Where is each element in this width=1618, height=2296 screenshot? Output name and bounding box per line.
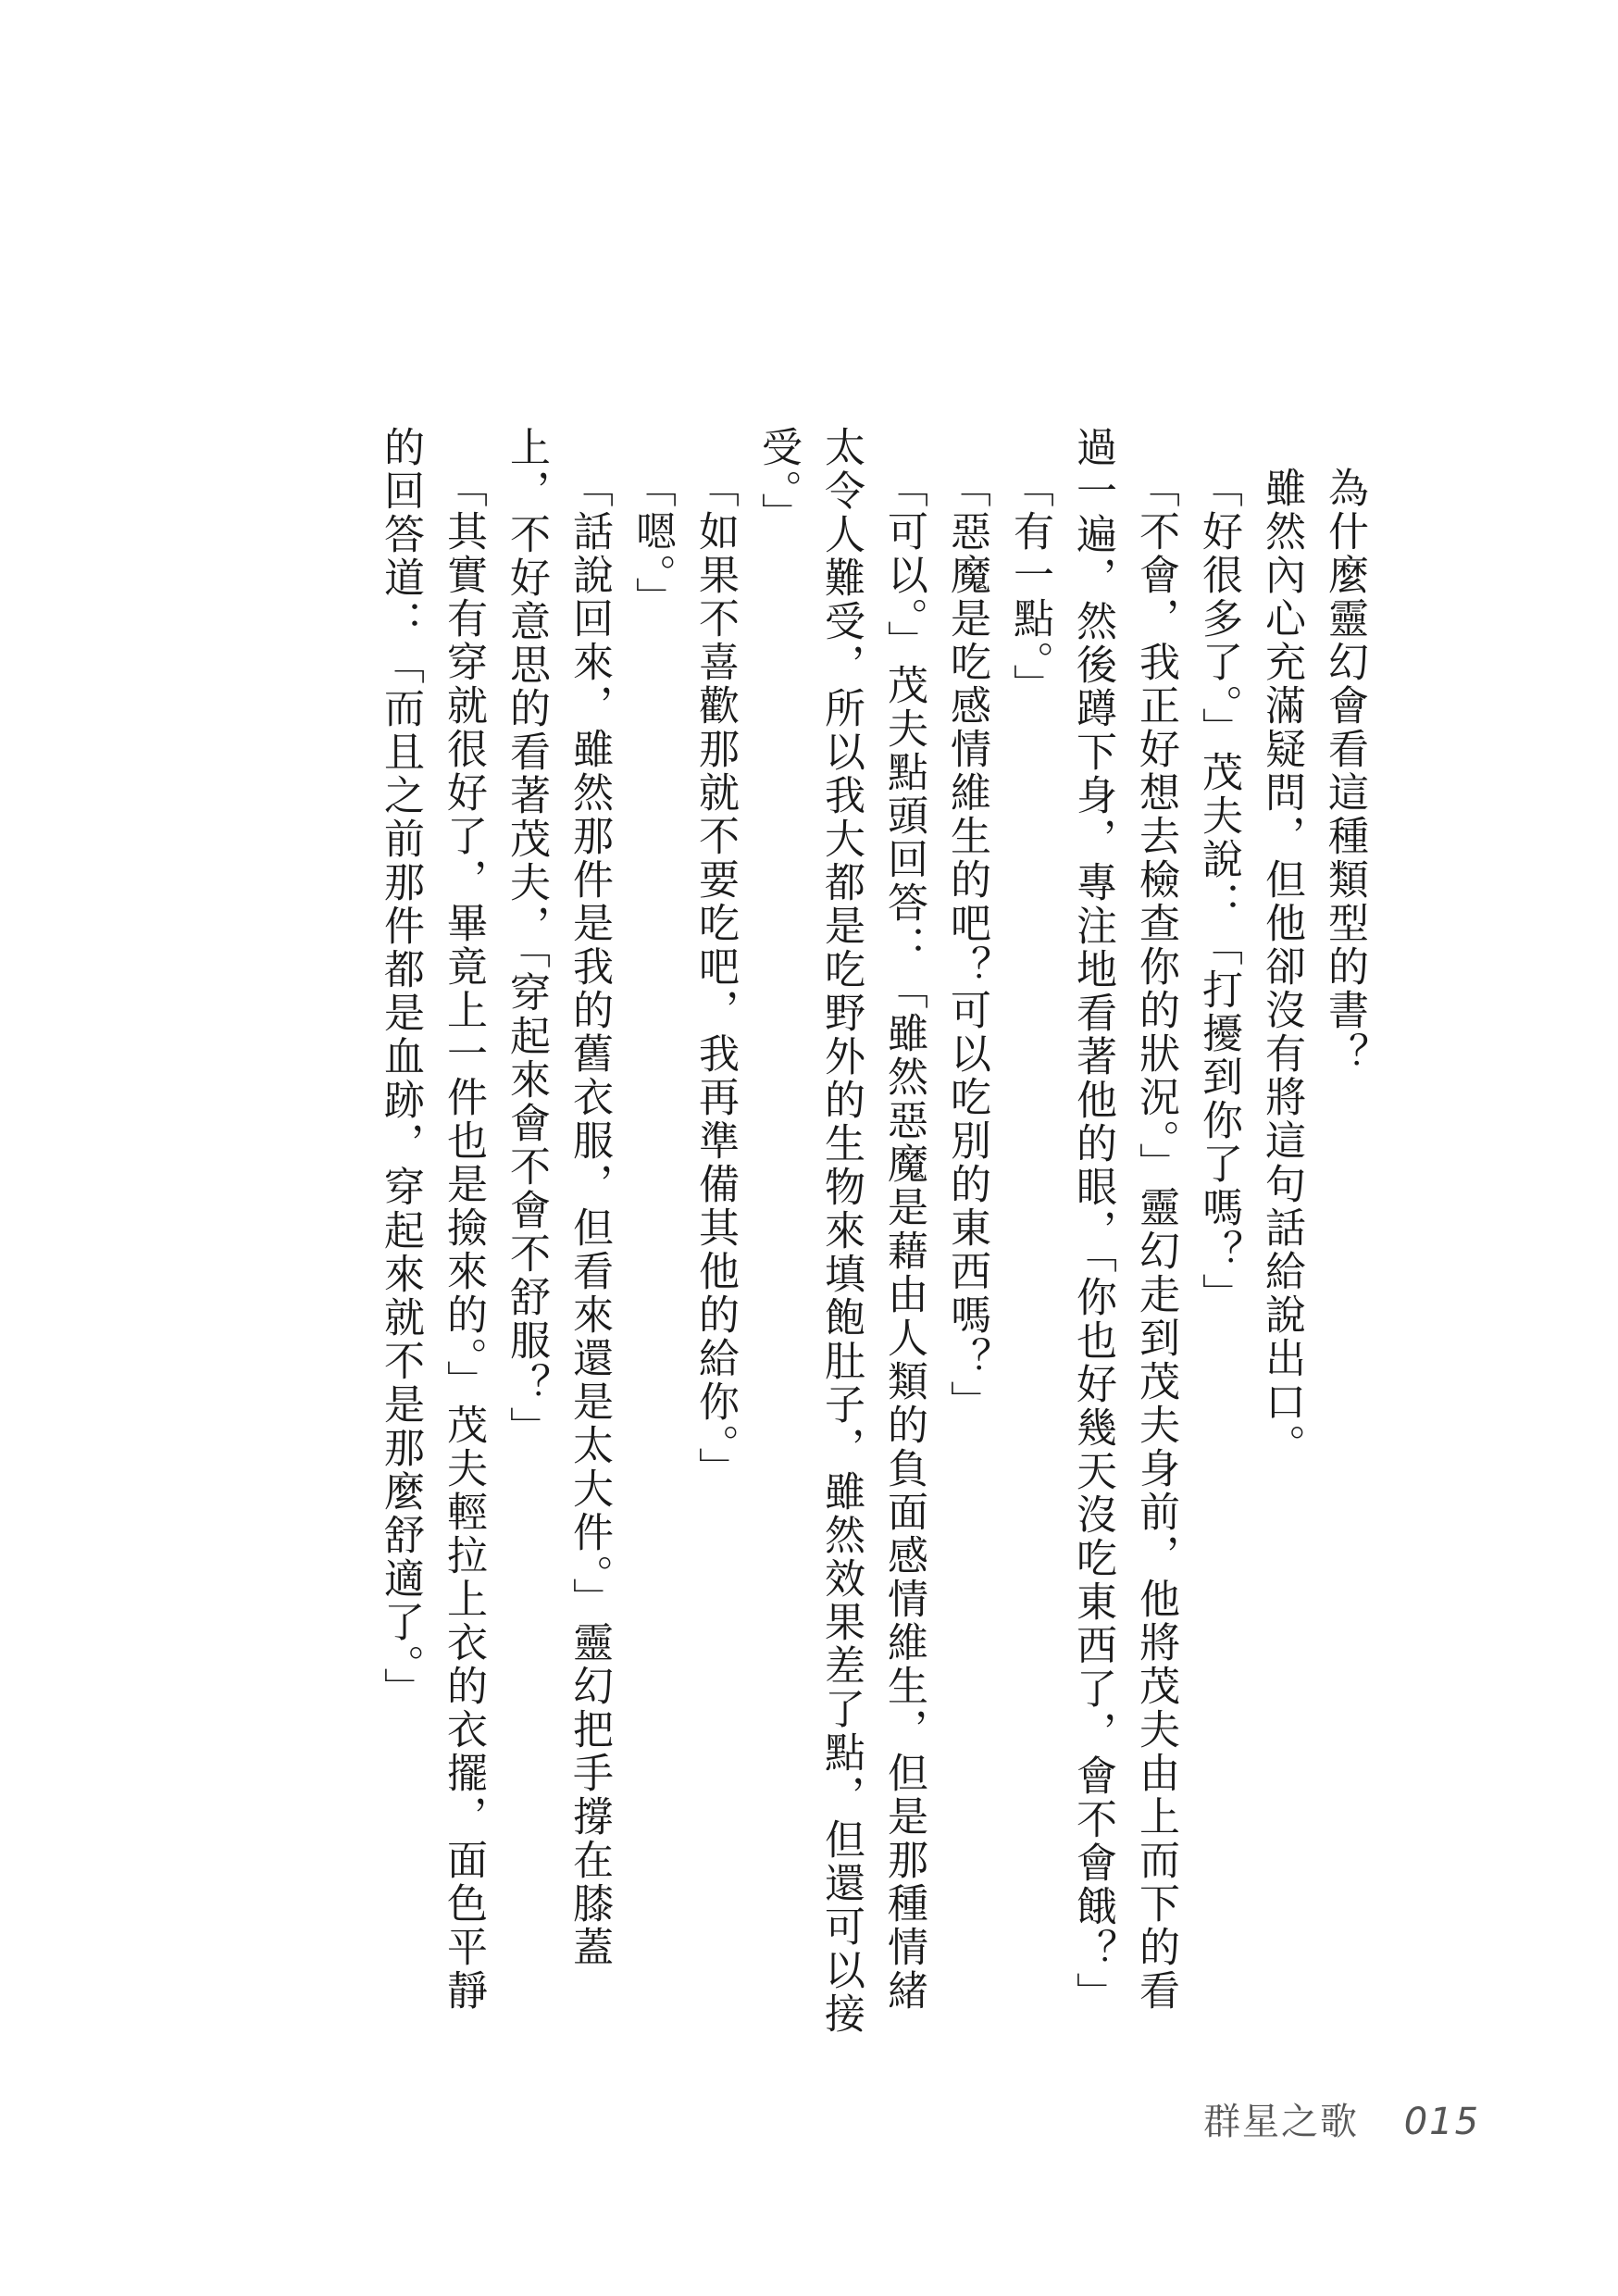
paragraph: 「可以。」茂夫點頭回答：「雖然惡魔是藉由人類的負面感情維生，但是那種情緒太令人難受，所以我大都是吃野外的生物來填飽肚子，雖然效果差了點，但還可以接受。」 bbox=[754, 426, 927, 2036]
paragraph: 「惡魔是吃感情維生的吧？可以吃別的東西嗎？」 bbox=[943, 467, 990, 1424]
paragraph: 「不會，我正好想去檢查你的狀況。」靈幻走到茂夫身前，他將茂夫由上而下的看過一遍，然後蹲下身，專注地看著他的眼，「你也好幾天沒吃東西了，會不會餓？」 bbox=[1069, 426, 1179, 2015]
book-title: 群星之歌 bbox=[1203, 2101, 1359, 2143]
page-number: 015 bbox=[1403, 2101, 1481, 2143]
page-footer bbox=[1203, 2092, 1480, 2145]
paragraph: 「有一點。」 bbox=[1006, 467, 1053, 707]
paragraph: 「好很多了。」茂夫說：「打擾到你了嗎？」 bbox=[1195, 467, 1242, 1316]
vertical-text-body bbox=[154, 426, 1375, 2055]
paragraph: 雖然內心充滿疑問，但他卻沒有將這句話給說出口。 bbox=[1258, 467, 1305, 1467]
paragraph: 為什麼靈幻會看這種類型的書？ bbox=[1321, 467, 1368, 1076]
paragraph: 「如果不喜歡那就不要吃吧，我再準備其他的給你。」 bbox=[691, 467, 739, 1491]
paragraph: 「嗯。」 bbox=[629, 467, 676, 620]
paragraph: 「其實有穿就很好了，畢竟上一件也是撿來的。」茂夫輕拉上衣的衣擺，面色平靜的回答道：「而且之前那件都是血跡，穿起來就不是那麼舒適了。」 bbox=[377, 426, 487, 2013]
paragraph: 「話說回來，雖然那件是我的舊衣服，但看來還是太大件。」靈幻把手撐在膝蓋上，不好意思的看著茂夫，「穿起來會不會不舒服？」 bbox=[503, 426, 613, 1969]
